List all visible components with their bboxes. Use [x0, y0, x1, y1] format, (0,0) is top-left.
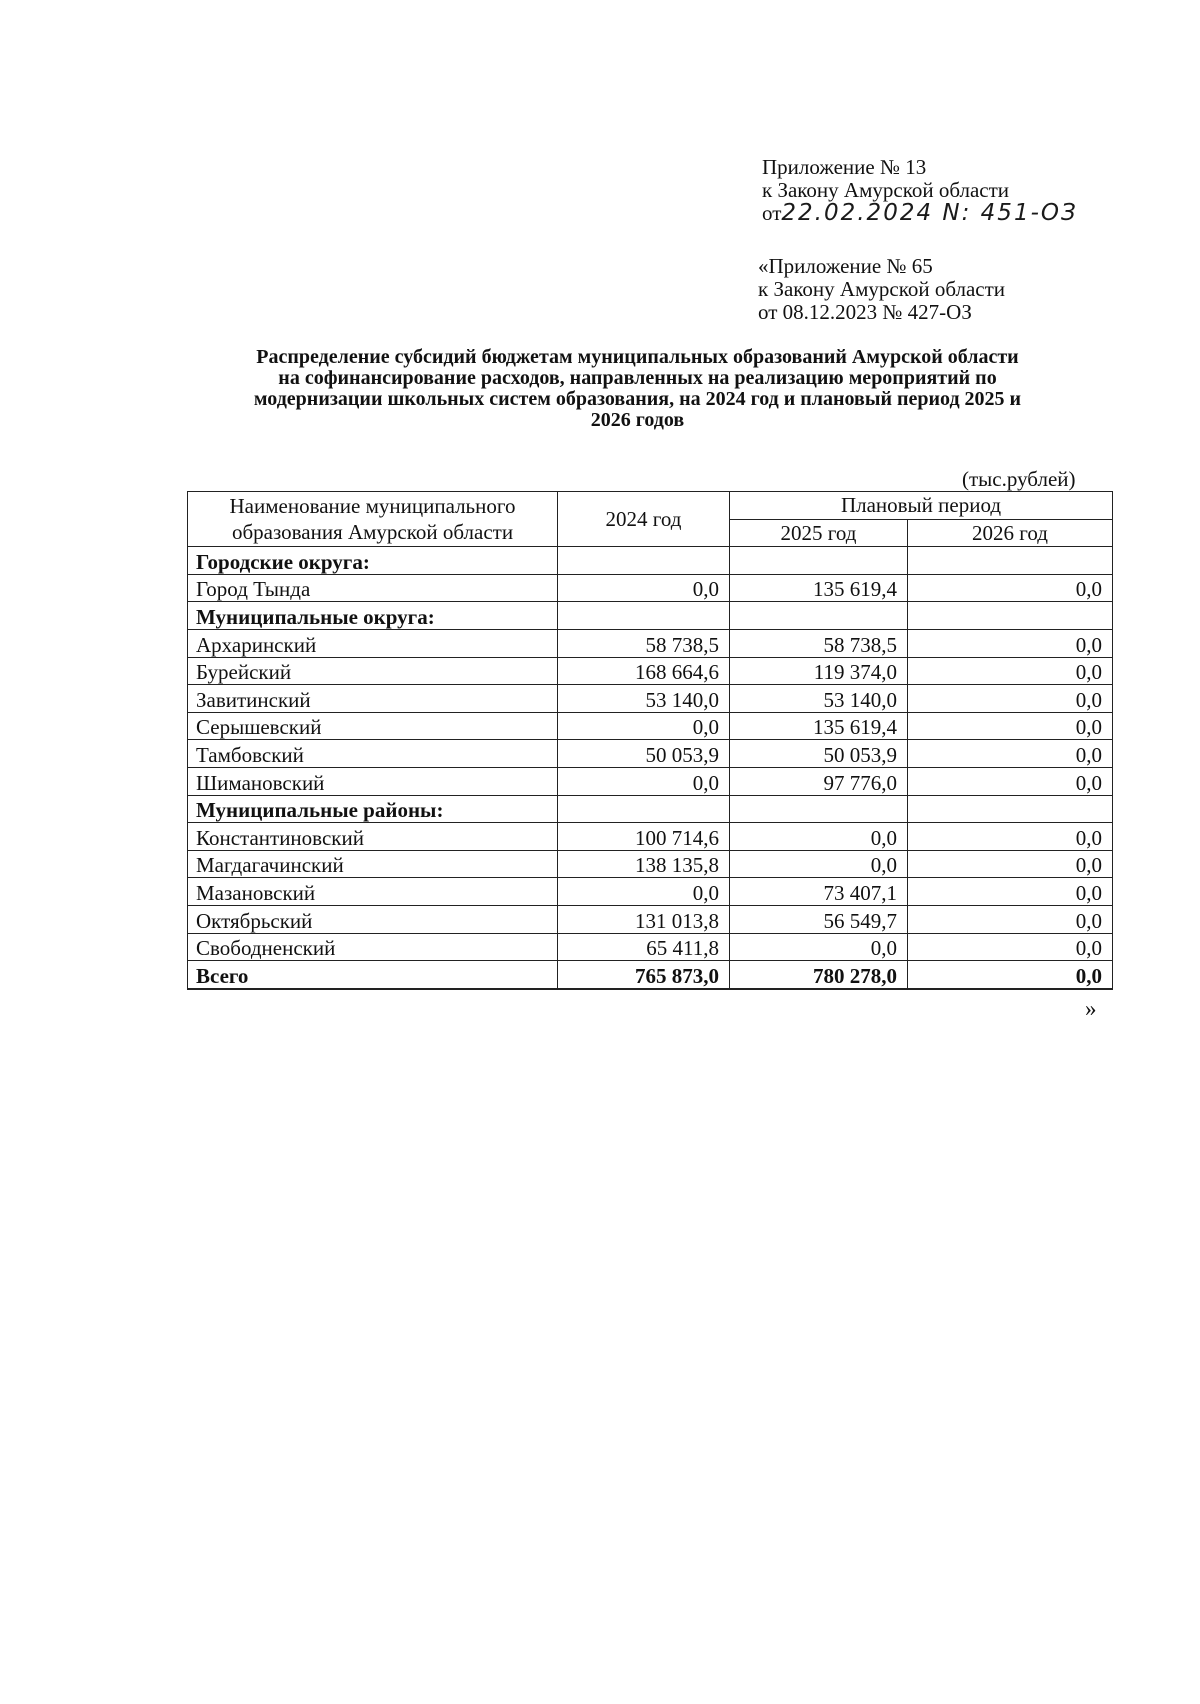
header-planned-period: Плановый период	[730, 492, 1113, 520]
closing-quote: »	[1085, 996, 1097, 1021]
municipality-name: Шимановский	[188, 767, 558, 795]
value-2026: 0,0	[908, 823, 1113, 851]
handwritten-date-number: 22.02.2024 N: 451-ОЗ	[781, 200, 1078, 226]
value-2024: 58 738,5	[558, 629, 730, 657]
value-2026: 0,0	[908, 712, 1113, 740]
table-row	[188, 657, 1113, 685]
value-2025: 0,0	[730, 823, 908, 851]
municipality-name: Архаринский	[188, 629, 558, 657]
municipality-name: Октябрьский	[188, 905, 558, 933]
title-line-1: Распределение субсидий бюджетам муниципальных образований Амурской области	[256, 346, 1019, 368]
table-body	[188, 492, 1113, 989]
value-2026: 0,0	[908, 685, 1113, 713]
municipality-name: Мазановский	[188, 878, 558, 906]
appendix-number: Приложение № 13	[762, 155, 927, 179]
value-2024: 0,0	[558, 878, 730, 906]
group-row	[188, 547, 1113, 575]
value-2025	[730, 547, 908, 575]
total-2026: 0,0	[908, 961, 1113, 989]
table-row	[188, 685, 1113, 713]
municipality-name: Бурейский	[188, 657, 558, 685]
header-2025: 2025 год	[730, 519, 908, 547]
value-2025	[730, 602, 908, 630]
table-row	[188, 740, 1113, 768]
value-2025: 0,0	[730, 933, 908, 961]
value-2024: 100 714,6	[558, 823, 730, 851]
group-label: Городские округа:	[188, 547, 558, 575]
municipality-name: Магдагачинский	[188, 850, 558, 878]
value-2024: 50 053,9	[558, 740, 730, 768]
value-2024: 53 140,0	[558, 685, 730, 713]
value-2026: 0,0	[908, 629, 1113, 657]
value-2025	[730, 795, 908, 823]
appendix-date-line	[762, 202, 1078, 225]
previous-appendix-law-ref: к Закону Амурской области	[758, 277, 1006, 301]
municipality-name: Свободненский	[188, 933, 558, 961]
value-2024: 0,0	[558, 712, 730, 740]
value-2026: 0,0	[908, 574, 1113, 602]
value-2026: 0,0	[908, 878, 1113, 906]
value-2024: 0,0	[558, 574, 730, 602]
value-2026: 0,0	[908, 905, 1113, 933]
group-label: Муниципальные округа:	[188, 602, 558, 630]
group-row	[188, 795, 1113, 823]
value-2026: 0,0	[908, 657, 1113, 685]
previous-appendix-number: «Приложение № 65	[758, 254, 933, 278]
table-row	[188, 850, 1113, 878]
table-row	[188, 767, 1113, 795]
value-2025: 58 738,5	[730, 629, 908, 657]
value-2025: 53 140,0	[730, 685, 908, 713]
previous-appendix-date: от 08.12.2023 № 427-ОЗ	[758, 300, 972, 324]
value-2025: 135 619,4	[730, 574, 908, 602]
total-2024: 765 873,0	[558, 961, 730, 989]
table-row	[188, 629, 1113, 657]
group-row	[188, 602, 1113, 630]
value-2025: 0,0	[730, 850, 908, 878]
value-2026: 0,0	[908, 740, 1113, 768]
appendix-law-ref: к Закону Амурской области	[762, 178, 1010, 202]
value-2024	[558, 547, 730, 575]
municipality-name: Завитинский	[188, 685, 558, 713]
value-2025: 135 619,4	[730, 712, 908, 740]
value-2026	[908, 547, 1113, 575]
value-2024: 131 013,8	[558, 905, 730, 933]
header-name-line-1: Наименование муниципального	[229, 494, 516, 519]
header-row	[188, 492, 1113, 520]
value-2025: 97 776,0	[730, 767, 908, 795]
table-row	[188, 574, 1113, 602]
table-row	[188, 905, 1113, 933]
previous-appendix-block	[758, 255, 1005, 324]
appendix-date-prefix: от	[762, 201, 782, 225]
value-2024	[558, 602, 730, 630]
appendix-block	[762, 156, 1078, 225]
value-2025: 73 407,1	[730, 878, 908, 906]
document-title	[180, 347, 1095, 431]
table-row	[188, 712, 1113, 740]
title-line-3: модернизации школьных систем образования, на 2024 год и плановый период 2025 и	[253, 388, 1022, 410]
units-label: (тыс.рублей)	[962, 467, 1076, 491]
value-2024: 168 664,6	[558, 657, 730, 685]
value-2024: 138 135,8	[558, 850, 730, 878]
municipality-name: Серышевский	[188, 712, 558, 740]
header-name	[188, 492, 558, 547]
value-2025: 50 053,9	[730, 740, 908, 768]
header-2026: 2026 год	[908, 519, 1113, 547]
table-row	[188, 878, 1113, 906]
municipality-name: Тамбовский	[188, 740, 558, 768]
value-2024	[558, 795, 730, 823]
value-2026	[908, 602, 1113, 630]
municipality-name: Константиновский	[188, 823, 558, 851]
total-2025: 780 278,0	[730, 961, 908, 989]
group-label: Муниципальные районы:	[188, 795, 558, 823]
value-2024: 0,0	[558, 767, 730, 795]
value-2026	[908, 795, 1113, 823]
total-label: Всего	[188, 961, 558, 989]
value-2026: 0,0	[908, 933, 1113, 961]
table-row	[188, 933, 1113, 961]
value-2026: 0,0	[908, 767, 1113, 795]
title-line-2: на софинансирование расходов, направленных на реализацию мероприятий по	[278, 367, 997, 389]
title-line-4: 2026 годов	[590, 409, 685, 431]
value-2025: 56 549,7	[730, 905, 908, 933]
value-2026: 0,0	[908, 850, 1113, 878]
header-2024: 2024 год	[558, 492, 730, 547]
subsidy-table	[187, 491, 1113, 990]
value-2024: 65 411,8	[558, 933, 730, 961]
total-row	[188, 961, 1113, 989]
header-name-line-2: образования Амурской области	[231, 520, 514, 545]
table-row	[188, 823, 1113, 851]
value-2025: 119 374,0	[730, 657, 908, 685]
municipality-name: Город Тында	[188, 574, 558, 602]
